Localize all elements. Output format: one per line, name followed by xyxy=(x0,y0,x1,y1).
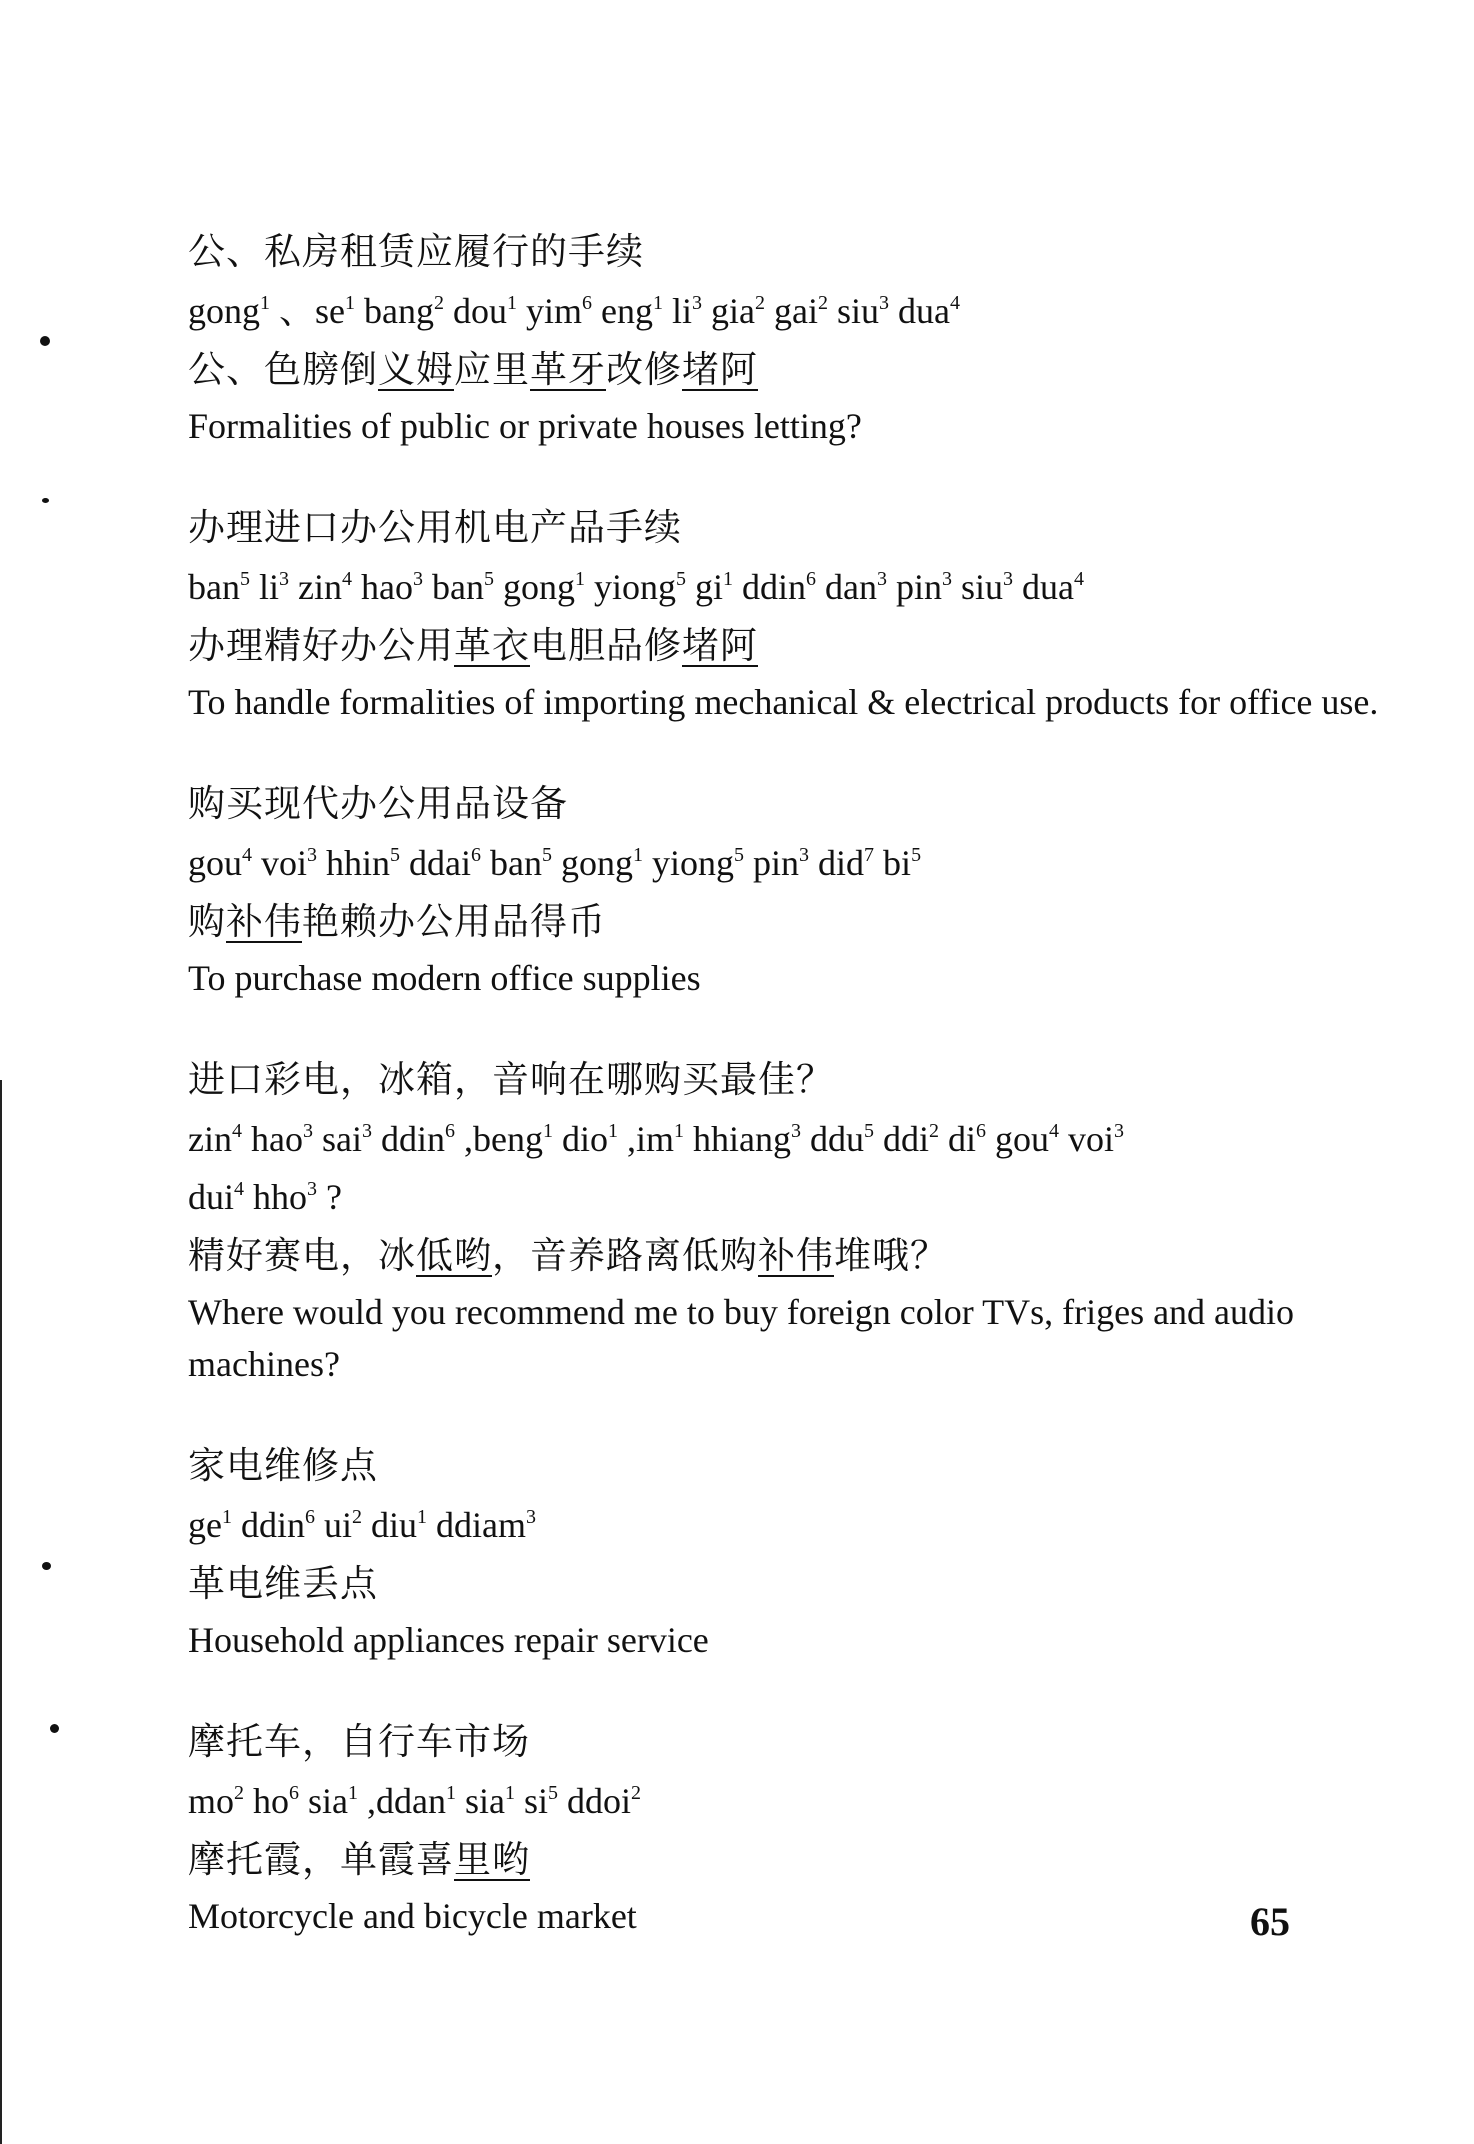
page-edge-line xyxy=(0,1080,2,2144)
margin-dot xyxy=(50,1724,59,1733)
roman-syllable xyxy=(188,843,252,883)
roman-syllable xyxy=(367,1781,456,1821)
tone-number: 3 xyxy=(799,844,810,866)
roman-syllable xyxy=(562,1119,618,1159)
chinese-phrase: 家电维修点 xyxy=(188,1444,378,1487)
syllable-text: eng xyxy=(601,291,653,331)
roman-syllable xyxy=(188,567,250,607)
syllable-text: gong xyxy=(188,291,260,331)
tone-number: 3 xyxy=(307,844,318,866)
tone-number: 7 xyxy=(864,844,875,866)
syllable-text: ho xyxy=(253,1781,290,1821)
roman-syllable xyxy=(695,567,733,607)
tone-number: 5 xyxy=(675,568,686,590)
underlined-segment: 低哟 xyxy=(416,1234,492,1277)
roman-syllable xyxy=(594,567,686,607)
tone-number: 5 xyxy=(863,1120,874,1142)
chinese-phrase: 进口彩电，冰箱，音响在哪购买最佳？ xyxy=(188,1058,834,1101)
roman-syllable xyxy=(1068,1119,1124,1159)
roman-syllable xyxy=(672,291,702,331)
tone-number: 1 xyxy=(260,292,270,314)
roman-syllable xyxy=(381,1119,455,1159)
syllable-text: hao xyxy=(250,1119,303,1159)
roman-syllable xyxy=(453,291,517,331)
syllable-text: voi xyxy=(1068,1119,1115,1159)
syllable-text: yiong xyxy=(652,843,735,883)
romanization xyxy=(188,558,1388,616)
syllable-text: ? xyxy=(326,1177,342,1217)
roman-syllable xyxy=(261,843,317,883)
phrase-entry xyxy=(188,222,1388,452)
roman-syllable xyxy=(188,1505,232,1545)
tone-number: 3 xyxy=(361,1120,372,1142)
tone-number: 3 xyxy=(412,568,423,590)
syllable-text: bi xyxy=(883,843,912,883)
syllable-text: ban xyxy=(431,567,484,607)
syllable-text: sia xyxy=(465,1781,505,1821)
tone-number: 5 xyxy=(911,844,922,866)
tone-number: 2 xyxy=(817,292,828,314)
syllable-text: sia xyxy=(308,1781,349,1821)
tone-number: 6 xyxy=(305,1506,315,1528)
roman-syllable xyxy=(774,291,828,331)
margin-dot xyxy=(42,1562,51,1570)
roman-syllable xyxy=(961,567,1013,607)
tone-number: 2 xyxy=(631,1782,642,1804)
syllable-text: 、se xyxy=(279,291,345,331)
syllable-text: ddin xyxy=(240,1505,305,1545)
tone-number: 6 xyxy=(582,292,592,314)
tone-number: 5 xyxy=(548,1782,559,1804)
dialect-segment: 电胆品修 xyxy=(530,624,682,667)
syllable-text: li xyxy=(671,291,692,331)
tone-number: 1 xyxy=(345,292,355,314)
dialect-transliteration xyxy=(188,1226,1388,1286)
underlined-segment: 里哟 xyxy=(454,1838,530,1881)
roman-syllable xyxy=(188,1177,244,1217)
tone-number: 1 xyxy=(607,1120,618,1142)
syllable-text: gai xyxy=(773,291,818,331)
romanization xyxy=(188,282,1388,340)
underlined-segment: 补伟 xyxy=(758,1234,834,1277)
dialect-transliteration xyxy=(188,892,1388,952)
chinese-phrase: 公、私房租赁应履行的手续 xyxy=(188,230,644,273)
roman-syllable xyxy=(837,291,889,331)
roman-syllable xyxy=(188,291,270,331)
tone-number: 3 xyxy=(302,1120,313,1142)
roman-syllable xyxy=(253,1781,299,1821)
roman-syllable xyxy=(188,1119,242,1159)
syllable-text: pin xyxy=(895,567,942,607)
tone-number: 5 xyxy=(239,568,250,590)
tone-number: 6 xyxy=(471,844,482,866)
roman-syllable xyxy=(432,567,494,607)
underlined-segment: 革牙 xyxy=(530,348,606,391)
tone-number: 2 xyxy=(754,292,765,314)
tone-number: 1 xyxy=(574,568,585,590)
syllable-text: ddin xyxy=(380,1119,445,1159)
syllable-text: hhiang xyxy=(693,1119,791,1159)
tone-number: 2 xyxy=(433,292,444,314)
syllable-text: zin xyxy=(298,567,342,607)
roman-syllable xyxy=(364,291,444,331)
syllable-text: ddoi xyxy=(567,1781,632,1821)
english-translation: To purchase modern office supplies xyxy=(188,958,701,998)
syllable-text: hhin xyxy=(326,843,391,883)
roman-syllable xyxy=(896,567,952,607)
tone-number: 6 xyxy=(976,1120,987,1142)
english-translation: To handle formalities of importing mechanical & electrical products for office use. xyxy=(188,682,1379,722)
roman-syllable xyxy=(825,567,887,607)
roman-syllable xyxy=(436,1505,536,1545)
tone-number: 3 xyxy=(1114,1120,1125,1142)
tone-number: 3 xyxy=(279,568,289,590)
roman-syllable xyxy=(652,843,744,883)
tone-number: 3 xyxy=(790,1120,801,1142)
syllable-text: di xyxy=(948,1119,977,1159)
roman-syllable xyxy=(326,843,400,883)
tone-number: 1 xyxy=(674,1120,684,1142)
tone-number: 1 xyxy=(506,292,517,314)
syllable-text: gia xyxy=(711,291,755,331)
tone-number: 1 xyxy=(652,292,663,314)
syllable-text: voi xyxy=(261,843,308,883)
syllable-text: ddin xyxy=(741,567,806,607)
romanization xyxy=(188,1772,1388,1830)
dialect-segment: 改修 xyxy=(606,348,682,391)
tone-number: 3 xyxy=(526,1506,537,1528)
tone-number: 1 xyxy=(633,844,643,866)
syllable-text: did xyxy=(818,843,865,883)
dialect-segment: 购 xyxy=(188,900,226,943)
tone-number: 1 xyxy=(417,1506,428,1528)
margin-dot xyxy=(42,498,49,503)
margin-dot xyxy=(40,336,50,346)
syllable-text: dan xyxy=(825,567,877,607)
chinese-phrase: 购买现代办公用品设备 xyxy=(188,782,568,825)
dialect-transliteration xyxy=(188,340,1388,400)
english-translation: Where would you recommend me to buy foreign color TVs, friges and audio machines? xyxy=(188,1292,1295,1384)
phrase-entry xyxy=(188,1050,1388,1390)
syllable-text: ddiam xyxy=(436,1505,527,1545)
tone-number: 5 xyxy=(734,844,745,866)
tone-number: 4 xyxy=(1049,1120,1060,1142)
dialect-segment: 革电维丢点 xyxy=(188,1562,378,1605)
roman-syllable xyxy=(711,291,765,331)
roman-syllable xyxy=(188,1781,244,1821)
syllable-text: yiong xyxy=(593,567,676,607)
syllable-text: gong xyxy=(502,567,575,607)
syllable-text: siu xyxy=(836,291,879,331)
roman-syllable xyxy=(279,291,355,331)
chinese-phrase: 办理进口办公用机电产品手续 xyxy=(188,506,682,549)
syllable-text: yim xyxy=(525,291,582,331)
page-number: 65 xyxy=(1250,1899,1290,1944)
syllable-text: diu xyxy=(371,1505,418,1545)
roman-syllable xyxy=(995,1119,1059,1159)
chinese-phrase: 摩托车，自行车市场 xyxy=(188,1720,530,1763)
tone-number: 4 xyxy=(234,1178,245,1200)
roman-syllable xyxy=(409,843,481,883)
roman-syllable xyxy=(324,1505,362,1545)
syllable-text: dua xyxy=(897,291,950,331)
phrase-entry xyxy=(188,498,1388,728)
syllable-text: hao xyxy=(360,567,413,607)
romanization xyxy=(188,834,1388,892)
syllable-text: ui xyxy=(324,1505,353,1545)
tone-number: 4 xyxy=(949,292,960,314)
roman-syllable xyxy=(298,567,352,607)
tone-number: 4 xyxy=(242,844,252,866)
roman-syllable xyxy=(465,1781,515,1821)
tone-number: 1 xyxy=(542,1120,553,1142)
roman-syllable xyxy=(818,843,874,883)
tone-number: 3 xyxy=(942,568,952,590)
tone-number: 6 xyxy=(289,1782,300,1804)
tone-number: 2 xyxy=(234,1782,245,1804)
tone-number: 5 xyxy=(483,568,494,590)
roman-syllable xyxy=(561,843,643,883)
roman-syllable xyxy=(693,1119,801,1159)
tone-number: 5 xyxy=(390,844,401,866)
tone-number: 1 xyxy=(446,1782,456,1804)
syllable-text: li xyxy=(258,567,279,607)
roman-syllable xyxy=(490,843,552,883)
syllable-text: dui xyxy=(188,1177,235,1217)
syllable-text: si xyxy=(524,1781,549,1821)
tone-number: 3 xyxy=(1003,568,1014,590)
syllable-text: dou xyxy=(452,291,507,331)
dialect-segment: 堆哦？ xyxy=(834,1234,948,1277)
dialect-transliteration xyxy=(188,1554,1388,1614)
roman-syllable xyxy=(753,843,809,883)
syllable-text: gi xyxy=(694,567,723,607)
syllable-text: ddu xyxy=(809,1119,864,1159)
phrase-entry xyxy=(188,1436,1388,1666)
phrase-entry xyxy=(188,1712,1388,1942)
syllable-text: ge xyxy=(188,1505,222,1545)
roman-syllable xyxy=(241,1505,315,1545)
roman-syllable xyxy=(810,1119,874,1159)
syllable-text: dio xyxy=(561,1119,608,1159)
tone-number: 1 xyxy=(221,1506,232,1528)
underlined-segment: 革衣 xyxy=(454,624,530,667)
roman-syllable xyxy=(883,1119,939,1159)
syllable-text: gong xyxy=(561,843,633,883)
tone-number: 3 xyxy=(307,1178,318,1200)
roman-syllable xyxy=(1022,567,1084,607)
roman-syllable xyxy=(898,291,960,331)
dialect-segment: 精好赛电，冰 xyxy=(188,1234,416,1277)
english-translation: Formalities of public or private houses letting? xyxy=(188,406,862,446)
dialect-segment: 公、色膀倒 xyxy=(188,348,378,391)
syllable-text: ban xyxy=(490,843,542,883)
english-translation: Household appliances repair service xyxy=(188,1620,709,1660)
roman-syllable xyxy=(253,1177,317,1217)
syllable-text: ,ddan xyxy=(367,1781,446,1821)
tone-number: 1 xyxy=(505,1782,515,1804)
syllable-text: gou xyxy=(995,1119,1050,1159)
syllable-text: gou xyxy=(188,843,242,883)
tone-number: 6 xyxy=(444,1120,455,1142)
underlined-segment: 义姆 xyxy=(378,348,454,391)
syllable-text: ,beng xyxy=(463,1119,543,1159)
roman-syllable xyxy=(627,1119,684,1159)
tone-number: 1 xyxy=(348,1782,359,1804)
tone-number: 3 xyxy=(876,568,887,590)
dialect-transliteration xyxy=(188,616,1388,676)
tone-number: 4 xyxy=(231,1120,242,1142)
dialect-segment: 办理精好办公用 xyxy=(188,624,454,667)
roman-syllable xyxy=(948,1119,986,1159)
tone-number: 2 xyxy=(352,1506,363,1528)
underlined-segment: 堵阿 xyxy=(682,624,758,667)
tone-number: 3 xyxy=(692,292,702,314)
roman-syllable xyxy=(524,1781,558,1821)
roman-syllable xyxy=(526,291,592,331)
tone-number: 4 xyxy=(1074,568,1084,590)
dialect-segment: 应里 xyxy=(454,348,530,391)
roman-syllable xyxy=(259,567,289,607)
dialect-transliteration xyxy=(188,1830,1388,1890)
english-translation: Motorcycle and bicycle market xyxy=(188,1896,637,1936)
roman-syllable xyxy=(601,291,663,331)
tone-number: 2 xyxy=(929,1120,939,1142)
tone-number: 3 xyxy=(878,292,889,314)
tone-number: 6 xyxy=(806,568,816,590)
roman-syllable xyxy=(567,1781,641,1821)
tone-number: 4 xyxy=(341,568,352,590)
syllable-text: ,im xyxy=(626,1119,674,1159)
roman-syllable xyxy=(251,1119,313,1159)
underlined-segment: 补伟 xyxy=(226,900,302,943)
roman-syllable xyxy=(308,1781,358,1821)
roman-syllable xyxy=(361,567,423,607)
roman-syllable xyxy=(503,567,585,607)
dialect-segment: ，音养路离低购 xyxy=(492,1234,758,1277)
syllable-text: bang xyxy=(364,291,434,331)
roman-syllable xyxy=(464,1119,553,1159)
roman-syllable xyxy=(742,567,816,607)
underlined-segment: 堵阿 xyxy=(682,348,758,391)
syllable-text: ddi xyxy=(882,1119,929,1159)
syllable-text: sai xyxy=(321,1119,362,1159)
syllable-text: mo xyxy=(188,1781,235,1821)
phrasebook-section xyxy=(188,222,1388,1942)
romanization xyxy=(188,1110,1388,1226)
syllable-text: zin xyxy=(188,1119,232,1159)
romanization xyxy=(188,1496,1388,1554)
syllable-text: ban xyxy=(188,567,240,607)
syllable-text: hho xyxy=(253,1177,308,1217)
tone-number: 1 xyxy=(722,568,733,590)
syllable-text: pin xyxy=(753,843,800,883)
roman-syllable xyxy=(322,1119,372,1159)
dialect-segment: 摩托霞，单霞喜 xyxy=(188,1838,454,1881)
syllable-text: dua xyxy=(1022,567,1074,607)
tone-number: 5 xyxy=(542,844,552,866)
syllable-text: ddai xyxy=(409,843,472,883)
roman-syllable xyxy=(326,1177,342,1217)
syllable-text: siu xyxy=(961,567,1004,607)
roman-syllable xyxy=(883,843,921,883)
phrase-entry xyxy=(188,774,1388,1004)
dialect-segment: 艳赖办公用品得币 xyxy=(302,900,606,943)
roman-syllable xyxy=(371,1505,427,1545)
